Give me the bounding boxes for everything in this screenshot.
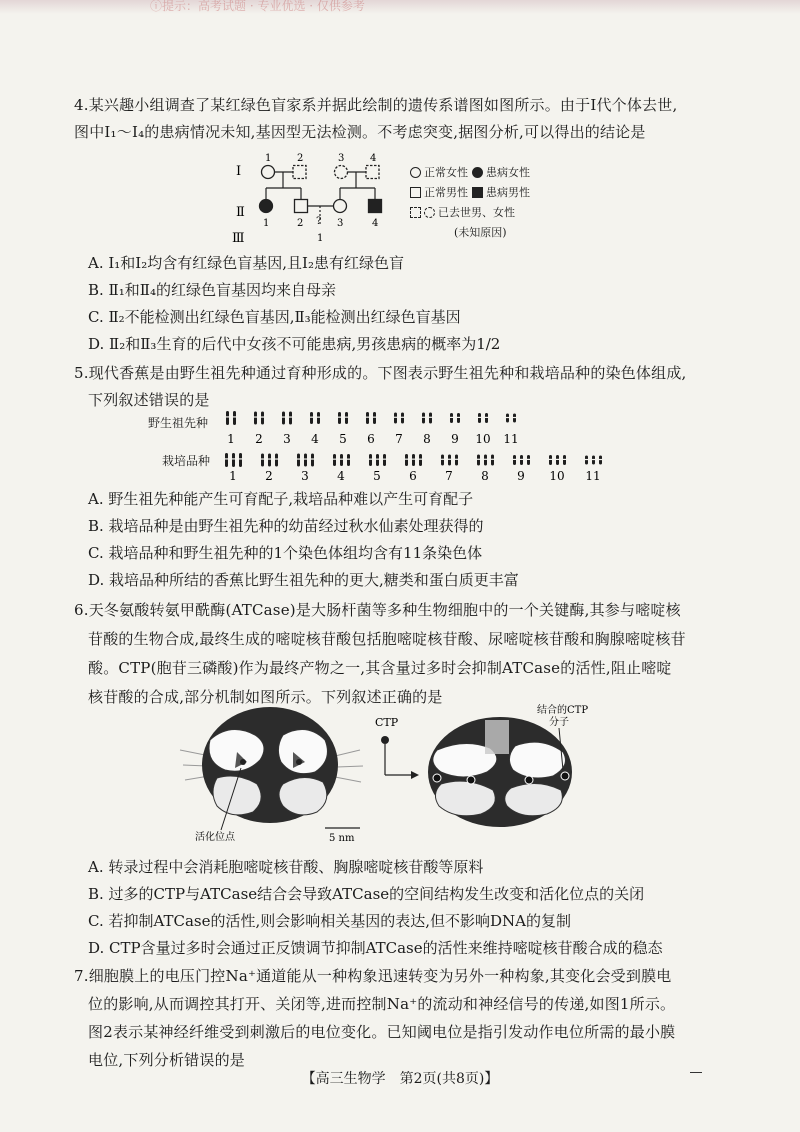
q4-option-d: D. Ⅱ₂和Ⅱ₃生育的后代中女孩不可能患病,男孩患病的概率为1/2 <box>88 335 501 353</box>
scale-label: 5 nm <box>329 833 355 844</box>
II-1-num: 1 <box>263 218 270 229</box>
II-3-normal-female <box>334 200 347 213</box>
arrow-icon <box>411 771 419 779</box>
cultivar-chromosome-4b <box>340 454 344 466</box>
I-3-num: 3 <box>338 153 345 164</box>
wild-chrom-num-11: 11 <box>503 432 519 446</box>
bound-ctp-label-1: 结合的CTP <box>537 705 589 716</box>
wild-chromosome-9b <box>457 413 461 423</box>
wild-chromosome-8b <box>429 413 433 424</box>
cultivar-chromosome-3a <box>297 454 301 467</box>
wild-chromosome-4a <box>310 412 314 424</box>
cultivar-chrom-num-5: 5 <box>373 469 381 483</box>
wild-chromosome-11b <box>513 414 517 423</box>
atcase-figure <box>175 700 635 845</box>
I-3-circle <box>335 166 348 179</box>
atcase-inhibited-molecule <box>428 717 572 827</box>
cultivar-chrom-num-10: 10 <box>549 469 565 483</box>
wild-chromosome-3a <box>282 412 286 425</box>
gen-II-label: Ⅱ <box>236 205 245 220</box>
q5-option-a: A. 野生祖先种能产生可育配子,栽培品种难以产生可育配子 <box>88 490 474 508</box>
cultivar-chromosome-1c <box>239 453 243 467</box>
cultivar-chromosome-6b <box>412 454 416 466</box>
wild-chromosome-10a <box>478 413 482 423</box>
cultivar-chromosome-1a <box>225 453 229 467</box>
cultivar-chromosome-9c <box>527 455 531 465</box>
q5-option-c: C. 栽培品种和野生祖先种的1个染色体组均含有11条染色体 <box>88 544 483 562</box>
cultivar-chromosome-11a <box>585 456 589 465</box>
cultivar-chromosome-7a <box>441 455 445 466</box>
cultivar-chrom-num-6: 6 <box>409 469 417 483</box>
q5-stem: 5.现代香蕉是由野生祖先种通过育种形成的。下图表示野生祖先种和栽培品种的染色体组成, 下列叙述错误的是 <box>74 364 687 409</box>
q6-option-b: B. 过多的CTP与ATCase结合会导致ATCase的空间结构发生改变和活化位点的关闭 <box>88 885 645 903</box>
gen-I-label: Ⅰ <box>236 164 242 179</box>
wild-chromosome-6b <box>373 412 377 424</box>
wild-chrom-num-4: 4 <box>311 432 319 446</box>
q4-option-b: B. Ⅱ₁和Ⅱ₄的红绿色盲基因均来自母亲 <box>88 281 336 299</box>
cultivar-chrom-num-3: 3 <box>301 469 309 483</box>
wild-chromosome-10b <box>485 413 489 423</box>
wild-chromosome-3b <box>289 412 293 425</box>
I-1-num: 1 <box>265 153 272 164</box>
wild-species-label: 野生祖先种 <box>148 416 209 430</box>
q6-stem: 6.天冬氨酸转氨甲酰酶(ATCase)是大肠杆菌等多种生物细胞中的一个关键酶,其参与嘧啶核 苷酸的生物合成,最终生成的嘧啶核苷酸包括胞嘧啶核苷酸、尿嘧啶核苷酸和胸腺嘧啶核苷 酸。CTP(胞苷三磷酸)作为最终产物之一,其含量过多时会抑制ATCase的活性,阻止嘧啶 核苷酸的合成,部分机制如图所示。下列叙述正确的是 <box>74 601 686 706</box>
pedigree-legend: 正常女性 患病女性 正常男性 患病男性 已去世男、女性 (未知原因) <box>410 162 530 242</box>
wild-chrom-num-1: 1 <box>227 432 235 446</box>
wild-chromosome-6a <box>366 412 370 424</box>
wild-chromosome-4b <box>317 412 321 424</box>
wild-chrom-num-7: 7 <box>395 432 403 446</box>
cultivar-chromosome-8a <box>477 455 481 466</box>
wild-chromosome-5a <box>338 412 342 424</box>
cultivar-chrom-num-11: 11 <box>585 469 601 483</box>
cultivar-chromosome-2a <box>261 454 265 467</box>
cultivar-chrom-num-2: 2 <box>265 469 273 483</box>
wild-chromosome-8a <box>422 413 426 424</box>
wild-chrom-num-10: 10 <box>475 432 491 446</box>
q6-option-a: A. 转录过程中会消耗胞嘧啶核苷酸、胸腺嘧啶核苷酸等原料 <box>88 858 484 876</box>
III-unknown-mark: ? <box>316 216 322 227</box>
cultivar-chrom-num-8: 8 <box>481 469 489 483</box>
footer-dash <box>690 1072 702 1073</box>
wild-chrom-num-9: 9 <box>451 432 459 446</box>
cultivar-chromosome-2b <box>268 454 272 467</box>
q6-option-d: D. CTP含量过多时会通过正反馈调节抑制ATCase的活性来维持嘧啶核苷酸合成的稳态 <box>88 939 663 957</box>
cultivar-chromosome-9a <box>513 455 517 465</box>
cultivar-chromosome-3c <box>311 454 315 467</box>
bound-ctp-label-2: 分子 <box>549 717 569 728</box>
cultivar-chromosome-8b <box>484 455 488 466</box>
deceased-female-icon <box>424 207 435 218</box>
wild-chrom-num-8: 8 <box>423 432 431 446</box>
cultivar-chrom-num-9: 9 <box>517 469 525 483</box>
cultivar-chromosome-5b <box>376 454 380 466</box>
q4-option-a: A. Ⅰ₁和Ⅰ₂均含有红绿色盲基因,且Ⅰ₂患有红绿色盲 <box>88 254 404 272</box>
I-1-circle <box>262 166 275 179</box>
cultivar-chromosome-11b <box>592 456 596 465</box>
page-footer: 【高三生物学 第2页(共8页)】 <box>301 1071 499 1087</box>
normal-male-icon <box>410 187 421 198</box>
wild-chrom-num-3: 3 <box>283 432 291 446</box>
wild-chromosome-2b <box>261 412 265 425</box>
II-4-num: 4 <box>372 218 379 229</box>
cultivar-chromosome-6a <box>405 454 409 466</box>
II-2-num: 2 <box>297 218 304 229</box>
deceased-male-icon <box>410 207 421 218</box>
wild-chrom-num-6: 6 <box>367 432 375 446</box>
wild-chromosome-9a <box>450 413 454 423</box>
II-2-normal-male <box>295 200 308 213</box>
q6-option-c: C. 若抑制ATCase的活性,则会影响相关基因的表达,但不影响DNA的复制 <box>88 912 572 930</box>
II-1-affected-female <box>260 200 273 213</box>
ctp-label: CTP <box>375 716 399 729</box>
normal-female-icon <box>410 167 421 178</box>
q7-stem: 7.细胞膜上的电压门控Na⁺通道能从一种构象迅速转变为另外一种构象,其变化会受到膜电 位的影响,从而调控其打开、关闭等,进而控制Na⁺的流动和神经信号的传递,如图1所示。 图2表示某神经纤维受到刺激后的电位变化。已知阈电位是指引发动作电位所需的最小膜 电位,下列分析错误的是 <box>74 967 676 1069</box>
wild-chromosome-1b <box>233 411 237 425</box>
cultivar-chromosome-10c <box>563 455 567 465</box>
atcase-active-molecule <box>180 707 363 823</box>
cultivar-chromosome-10b <box>556 455 560 465</box>
cultivar-chrom-num-7: 7 <box>445 469 453 483</box>
q5-option-b: B. 栽培品种是由野生祖先种的幼苗经过秋水仙素处理获得的 <box>88 517 484 535</box>
cultivar-chromosome-6c <box>419 454 423 466</box>
I-4-square <box>366 166 379 179</box>
pedigree-chart <box>228 150 408 245</box>
cultivar-chromosome-11c <box>599 456 603 465</box>
cultivar-chromosome-5c <box>383 454 387 466</box>
affected-female-icon <box>472 167 483 178</box>
top-strip <box>0 0 800 14</box>
chromosome-figure <box>215 408 635 483</box>
cultivar-chrom-num-4: 4 <box>337 469 345 483</box>
cultivar-chromosome-10a <box>549 455 553 465</box>
wild-chromosome-11a <box>506 414 510 423</box>
III-1-num: 1 <box>317 233 324 244</box>
q4-stem: 4.某兴趣小组调查了某红绿色盲家系并据此绘制的遗传系谱图如图所示。由于Ⅰ代个体去世, 图中Ⅰ₁～Ⅰ₄的患病情况未知,基因型无法检测。不考虑突变,据图分析,可以得出的结论是 <box>74 96 678 141</box>
active-site-label: 活化位点 <box>195 832 235 843</box>
cultivar-chrom-num-1: 1 <box>229 469 237 483</box>
wild-chromosome-7b <box>401 413 405 424</box>
q5-option-d: D. 栽培品种所结的香蕉比野生祖先种的更大,糖类和蛋白质更丰富 <box>88 571 519 589</box>
cultivar-chromosome-7c <box>455 455 459 466</box>
II-3-num: 3 <box>337 218 344 229</box>
II-4-affected-male <box>369 200 382 213</box>
I-2-square <box>293 166 306 179</box>
cultivar-chromosome-2c <box>275 454 279 467</box>
cultivar-chromosome-5a <box>369 454 373 466</box>
cultivar-chromosome-7b <box>448 455 452 466</box>
q4-option-c: C. Ⅱ₂不能检测出红绿色盲基因,Ⅱ₃能检测出红绿色盲基因 <box>88 308 461 326</box>
cultivar-chromosome-8c <box>491 455 495 466</box>
wild-chromosome-2a <box>254 412 258 425</box>
I-2-num: 2 <box>297 153 304 164</box>
cultivar-label: 栽培品种 <box>162 454 211 468</box>
wild-chromosome-1a <box>226 411 230 425</box>
I-4-num: 4 <box>370 153 377 164</box>
cultivar-chromosome-4a <box>333 454 337 466</box>
header-fragment: ⓘ提示：高考试题 · 专业优选 · 仅供参考 <box>150 0 365 13</box>
wild-chromosome-7a <box>394 413 398 424</box>
cultivar-chromosome-3b <box>304 454 308 467</box>
wild-chrom-num-2: 2 <box>255 432 263 446</box>
cultivar-chromosome-4c <box>347 454 351 466</box>
cultivar-chromosome-9b <box>520 455 524 465</box>
gen-III-label: Ⅲ <box>232 231 245 245</box>
wild-chrom-num-5: 5 <box>339 432 347 446</box>
wild-chromosome-5b <box>345 412 349 424</box>
cultivar-chromosome-1b <box>232 453 236 467</box>
affected-male-icon <box>472 187 483 198</box>
